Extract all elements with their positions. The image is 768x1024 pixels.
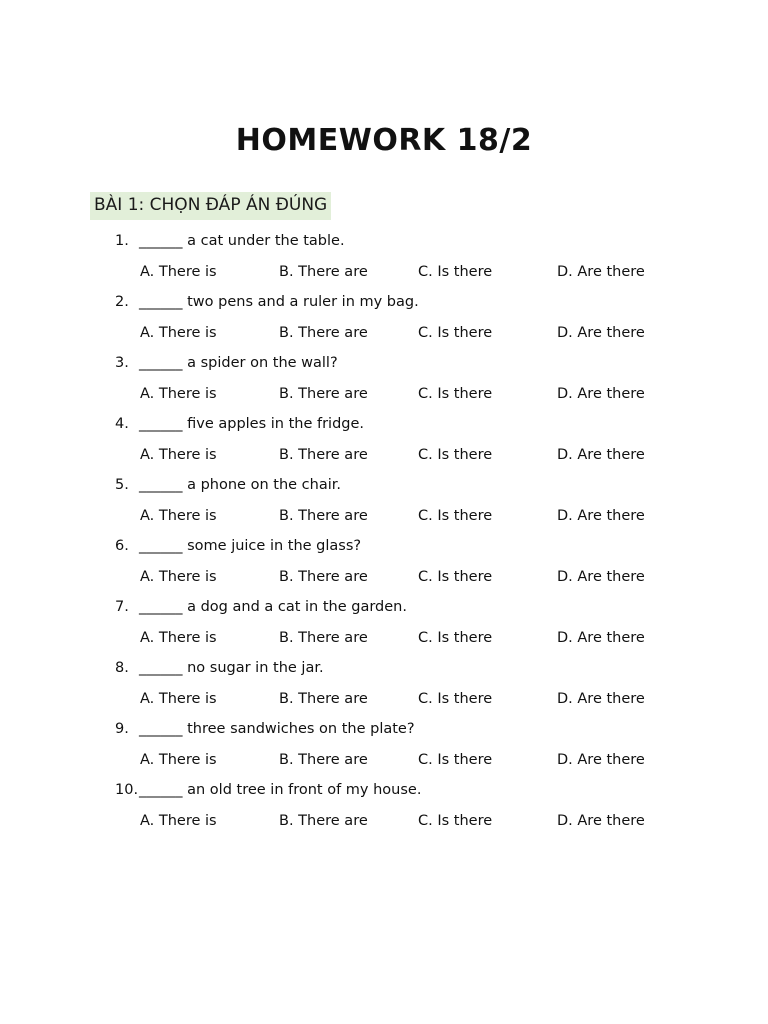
option-b: B. There are [279,691,368,707]
question-item [0,534,768,595]
option-c: C. Is there [418,813,493,829]
question-text: ______ two pens and a ruler in my bag. [139,294,419,310]
option-a: A. There is [140,630,217,646]
question-item [0,778,768,839]
question-number: 3. [115,355,129,371]
question-number: 8. [115,660,129,676]
question-item [0,595,768,656]
option-c: C. Is there [418,691,493,707]
question-text: ______ a phone on the chair. [139,477,341,493]
option-c: C. Is there [418,325,493,341]
section-heading: BÀI 1: CHỌN ĐÁP ÁN ĐÚNG [90,192,331,220]
question-item [0,229,768,290]
option-d: D. Are there [557,569,645,585]
option-b: B. There are [279,264,368,280]
question-item [0,351,768,412]
question-item [0,290,768,351]
page-title: HOMEWORK 18/2 [235,123,533,158]
option-b: B. There are [279,447,368,463]
question-text: ______ five apples in the fridge. [139,416,365,432]
option-b: B. There are [279,386,368,402]
question-number: 9. [115,721,129,737]
option-d: D. Are there [557,264,645,280]
option-a: A. There is [140,691,217,707]
option-d: D. Are there [557,752,645,768]
question-text: ______ some juice in the glass? [139,538,362,554]
question-text: ______ a spider on the wall? [139,355,338,371]
option-a: A. There is [140,386,217,402]
option-d: D. Are there [557,630,645,646]
question-text: ______ a cat under the table. [139,233,345,249]
option-d: D. Are there [557,813,645,829]
question-number: 1. [115,233,129,249]
option-a: A. There is [140,508,217,524]
option-a: A. There is [140,752,217,768]
question-item [0,656,768,717]
option-c: C. Is there [418,508,493,524]
option-c: C. Is there [418,569,493,585]
question-text: ______ no sugar in the jar. [139,660,324,676]
question-number: 7. [115,599,129,615]
option-a: A. There is [140,264,217,280]
question-number: 4. [115,416,129,432]
question-list [0,229,768,839]
option-c: C. Is there [418,264,493,280]
question-item [0,412,768,473]
option-b: B. There are [279,813,368,829]
option-d: D. Are there [557,691,645,707]
option-b: B. There are [279,752,368,768]
option-c: C. Is there [418,447,493,463]
question-text: ______ three sandwiches on the plate? [139,721,415,737]
option-c: C. Is there [418,752,493,768]
option-a: A. There is [140,569,217,585]
option-c: C. Is there [418,386,493,402]
option-a: A. There is [140,325,217,341]
option-c: C. Is there [418,630,493,646]
option-b: B. There are [279,630,368,646]
question-text: ______ an old tree in front of my house. [139,782,422,798]
question-item [0,473,768,534]
question-number: 6. [115,538,129,554]
question-number: 2. [115,294,129,310]
option-a: A. There is [140,447,217,463]
question-item [0,717,768,778]
option-b: B. There are [279,508,368,524]
option-b: B. There are [279,569,368,585]
option-d: D. Are there [557,325,645,341]
option-d: D. Are there [557,386,645,402]
option-d: D. Are there [557,508,645,524]
question-number: 5. [115,477,129,493]
option-b: B. There are [279,325,368,341]
question-number: 10. [115,782,139,798]
question-text: ______ a dog and a cat in the garden. [139,599,407,615]
option-a: A. There is [140,813,217,829]
option-d: D. Are there [557,447,645,463]
